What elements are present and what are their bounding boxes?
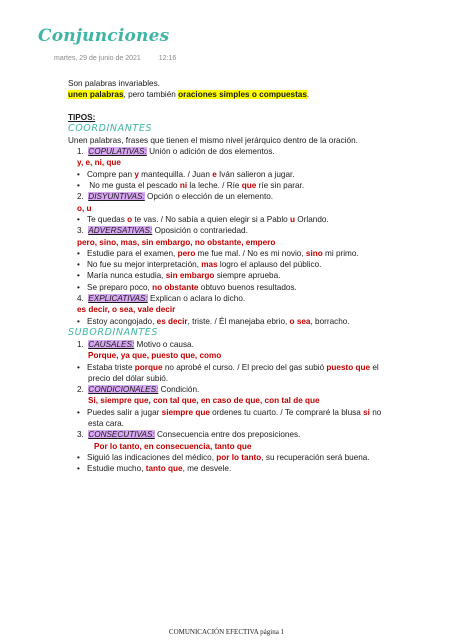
page-date: martes, 29 de junio de 2021 xyxy=(54,55,141,62)
conjunction-highlight: tanto que xyxy=(145,464,183,474)
example-text: , triste. / Él manejaba ebrio, xyxy=(187,316,290,326)
example-continuation: precio del dólar subió. xyxy=(88,373,169,383)
item-number: 1. xyxy=(77,147,84,157)
item-desc: Unión o adición de dos elementos. xyxy=(146,147,275,157)
example-text: ordenes tu cuarto. / Te compraré la blusa xyxy=(209,407,364,417)
example-line xyxy=(68,248,388,259)
example-continuation: esta cara. xyxy=(88,419,124,429)
item-desc: Oposición o contrariedad. xyxy=(152,226,248,236)
conj-list: y, e, ni, que xyxy=(77,158,121,168)
item-title: ADVERSATIVAS: xyxy=(88,226,153,236)
example-text: Estoy acongojado, xyxy=(87,316,157,326)
item-desc: Motivo o causa. xyxy=(134,339,194,349)
conjunction-highlight: es decir xyxy=(156,316,188,326)
intro-highlight-2: oraciones simples o compuestas xyxy=(178,90,307,100)
conj-list: Si, siempre que, con tal que, en caso de que, con tal de que xyxy=(88,396,320,406)
example-text: Iván salieron a jugar. xyxy=(216,169,295,179)
item-title: COPULATIVAS: xyxy=(88,147,147,157)
item-number: 2. xyxy=(77,192,84,202)
bullet-icon: • xyxy=(77,271,80,281)
example-line xyxy=(68,316,388,327)
example-text: te vas. / No sabía a quien elegir si a Pablo xyxy=(132,214,291,224)
example-text: Se preparo poco, xyxy=(87,282,153,292)
conjunction-highlight: sino xyxy=(305,248,323,258)
example-text: Puedes salir a jugar xyxy=(87,407,162,417)
section-coordinantes: COORDINANTES xyxy=(68,122,153,134)
item-copulativas xyxy=(68,146,388,157)
note-body xyxy=(68,78,388,475)
conjunction-highlight: puesto que xyxy=(326,362,371,372)
conjunction-highlight: o xyxy=(127,214,133,224)
item-causales xyxy=(68,339,388,350)
example-text: siempre aprueba. xyxy=(214,271,281,281)
bullet-icon: • xyxy=(77,407,80,417)
example-line xyxy=(68,214,388,225)
intro-end: . xyxy=(306,90,310,100)
example-line xyxy=(68,362,388,373)
example-text: Estudie para el examen, xyxy=(87,248,178,258)
conjunction-highlight: que xyxy=(241,181,257,191)
bullet-icon: • xyxy=(77,282,80,292)
bullet-icon: • xyxy=(77,316,80,326)
conj-list: pero, sino, mas, sin embargo, no obstante, empero xyxy=(77,237,276,247)
item-number: 4. xyxy=(77,294,84,304)
example-text: ríe sin parar. xyxy=(256,181,305,191)
conjunction-highlight: ni xyxy=(179,181,188,191)
coord-description: Unen palabras, frases que tienen el mismo nivel jerárquico dentro de la oración. xyxy=(68,135,358,145)
example-line xyxy=(68,169,388,180)
item-number: 3. xyxy=(77,226,84,236)
example-line xyxy=(68,407,388,418)
item-desc: Consecuencia entre dos preposiciones. xyxy=(154,430,301,440)
example-text: no aprobé el curso. / El precio del gas subió xyxy=(162,362,327,372)
intro-mid: , pero también xyxy=(123,90,179,100)
intro-line-1: Son palabras invariables. xyxy=(68,79,160,88)
example-text: , me desvele. xyxy=(182,464,232,474)
example-text: Orlando. xyxy=(295,214,329,224)
item-consecutivas xyxy=(68,429,388,440)
item-title: DISYUNTIVAS: xyxy=(88,192,145,202)
item-desc: Condición. xyxy=(158,385,200,395)
example-text: Te quedas xyxy=(87,214,128,224)
example-text: , su recuperación será buena. xyxy=(261,452,370,462)
section-subordinantes: SUBORDINANTES xyxy=(68,326,159,338)
item-explicativas xyxy=(68,293,388,304)
example-text: No fue su mejor interpretación, xyxy=(87,260,202,270)
item-adversativas xyxy=(68,225,388,236)
example-line xyxy=(68,282,388,293)
conj-list: es decir, o sea, vale decir xyxy=(77,305,176,315)
bullet-icon: • xyxy=(77,214,80,224)
conjunction-highlight: no obstante xyxy=(152,282,199,292)
bullet-icon: • xyxy=(77,181,80,191)
conjunction-highlight: o sea xyxy=(289,316,311,326)
item-number: 3. xyxy=(77,430,84,440)
bullet-icon: • xyxy=(77,452,80,462)
bullet-icon: • xyxy=(77,169,80,179)
example-line xyxy=(68,180,388,191)
bullet-icon: • xyxy=(77,464,80,474)
page-title: Conjunciones xyxy=(38,26,170,46)
item-title: EXPLICATIVAS: xyxy=(88,294,148,304)
item-condicionales xyxy=(68,384,388,395)
conjunction-highlight: mas xyxy=(201,260,218,270)
example-text: el xyxy=(370,362,379,372)
bullet-icon: • xyxy=(77,248,80,258)
bullet-icon: • xyxy=(77,362,80,372)
conj-list: Porque, ya que, puesto que, como xyxy=(88,351,222,361)
conjunction-highlight: e xyxy=(212,169,217,179)
item-number: 2. xyxy=(77,385,84,395)
conjunction-highlight: pero xyxy=(177,248,196,258)
item-desc: Opción o elección de un elemento. xyxy=(144,192,274,202)
example-line xyxy=(68,463,388,474)
item-title: CONDICIONALES: xyxy=(88,385,159,395)
conjunction-highlight: u xyxy=(290,214,296,224)
item-number: 1. xyxy=(77,339,84,349)
example-text: me fue mal. / No es mi novio, xyxy=(195,248,306,258)
example-text: logro el aplauso del público. xyxy=(217,260,322,270)
conjunction-highlight: siempre que xyxy=(161,407,210,417)
example-text: Siguió las indicaciones del médico, xyxy=(87,452,217,462)
conjunction-highlight: sin embargo xyxy=(165,271,215,281)
conjunction-highlight: si xyxy=(363,407,370,417)
example-text: Estaba triste xyxy=(87,362,135,372)
intro-highlight-1: unen palabras xyxy=(68,90,124,100)
conjunction-highlight: por lo tanto xyxy=(216,452,262,462)
page-footer: COMUNICACIÓN EFECTIVA página 1 xyxy=(168,628,285,636)
item-desc: Explican o aclara lo dicho. xyxy=(147,294,246,304)
page-time: 12:16 xyxy=(158,55,177,62)
conj-list: Por lo tanto, en consecuencia, tanto que xyxy=(94,441,252,451)
example-text: No me gusta el pescado xyxy=(87,181,180,191)
example-line xyxy=(68,259,388,270)
example-text: obtuvo buenos resultados. xyxy=(198,282,297,292)
conjunction-highlight: porque xyxy=(134,362,163,372)
page-meta xyxy=(54,55,176,62)
example-text: la leche. / Ríe xyxy=(187,181,242,191)
example-line xyxy=(68,270,388,281)
conjunction-highlight: y xyxy=(134,169,139,179)
example-text: mantequilla. / Juan xyxy=(138,169,213,179)
item-title: CAUSALES: xyxy=(88,339,135,349)
example-text: Estudie mucho, xyxy=(87,464,146,474)
example-text: mi primo. xyxy=(322,248,359,258)
item-title: CONSECUTIVAS: xyxy=(88,430,155,440)
tipos-label: TIPOS: xyxy=(68,112,96,122)
example-text: Compre pan xyxy=(87,169,135,179)
intro-line-2 xyxy=(68,89,388,100)
conj-list: o, u xyxy=(77,203,92,213)
example-text: María nunca estudia, xyxy=(87,271,166,281)
example-text: , borracho. xyxy=(310,316,350,326)
item-disyuntivas xyxy=(68,191,388,202)
example-text: no xyxy=(369,407,382,417)
example-line xyxy=(68,452,388,463)
bullet-icon: • xyxy=(77,260,80,270)
